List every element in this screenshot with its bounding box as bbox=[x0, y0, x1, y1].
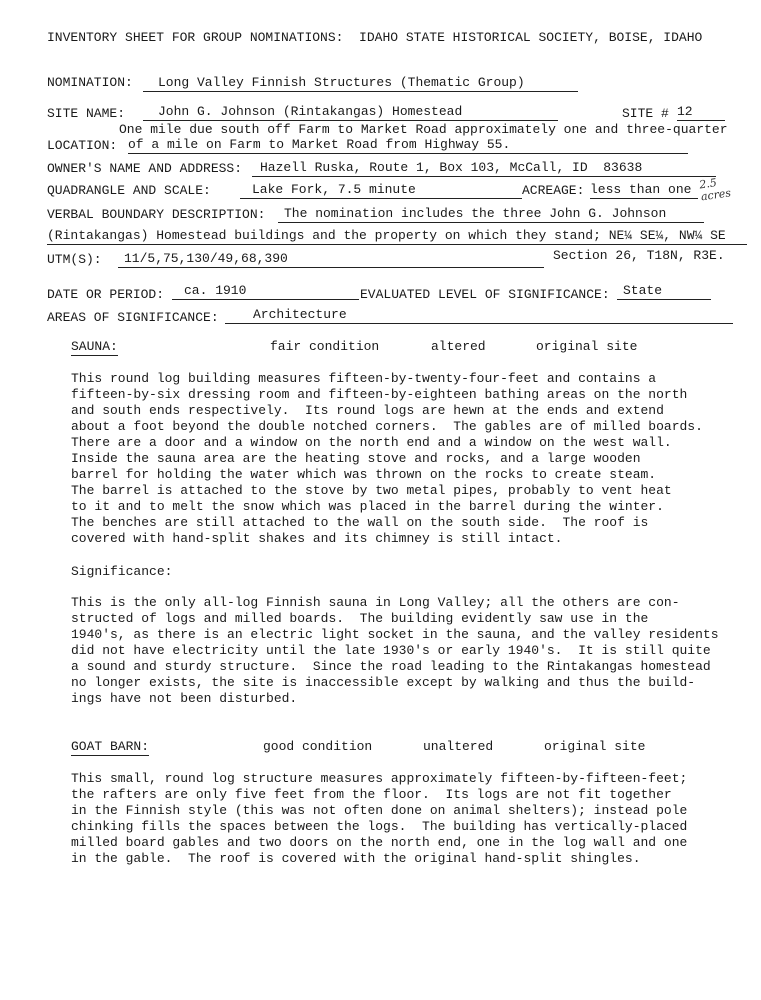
boundary-line-1: The nomination includes the three John G. Johnson bbox=[278, 206, 704, 223]
location-value: of a mile on Farm to Market Road from Highway 55. bbox=[128, 137, 688, 154]
sheet-title: INVENTORY SHEET FOR GROUP NOMINATIONS: IDAHO STATE HISTORICAL SOCIETY, BOISE, IDAHO bbox=[47, 30, 703, 45]
nomination-label: NOMINATION: bbox=[47, 75, 133, 90]
sauna-description: This round log building measures fifteen-by-twenty-four-feet and contains a fifteen-by-six dressing room and fifteen-by-eighteen bathing areas on the north and south ends respectively. Its round logs are hewn at the ends and extend about a foot beyond the double notched corners. The gables are of milled boards. There are a door and a window on the north end and a window on the west wall. Inside the sauna area are the heating stove and rocks, and a large wooden barrel for holding the water which was thrown on the rocks to create steam. The barrel is attached to the stove by two metal pipes, probably to vent heat to it and to melt the snow which was placed in the barrel during the winter. The benches are still attached to the wall on the south side. The roof is covered with hand-split shakes and its chimney is still intact. bbox=[71, 371, 703, 546]
goat-barn-alteration: unaltered bbox=[423, 739, 494, 754]
acreage-handwritten-note: 2.5 acres bbox=[698, 176, 732, 204]
owner-value: Hazell Ruska, Route 1, Box 103, McCall, ID 83638 bbox=[252, 160, 716, 177]
acreage-label: ACREAGE: bbox=[522, 183, 585, 198]
quadrangle-label: QUADRANGLE AND SCALE: bbox=[47, 183, 211, 198]
utm-value: 11/5,75,130/49,68,390 bbox=[118, 251, 544, 268]
sauna-significance: This is the only all-log Finnish sauna in Long Valley; all the others are con- structed of logs and milled boards. The building evidently saw use in the 1940's, as there is an electric light socket in the sauna, and the valley residents did not have electricity until the late 1930's or early 1940's. It is still quite a sound and sturdy structure. Since the road leading to the Rintakangas homestead no longer exists, the site is inaccessible except by walking and thus the build- ings have not been disturbed. bbox=[71, 595, 719, 706]
date-value: ca. 1910 bbox=[172, 283, 359, 300]
goat-barn-description: This small, round log structure measures approximately fifteen-by-fifteen-feet; the rafters are only five feet from the floor. Its logs are not fit together in the Finnish style (this was not often done on animal shelters); instead pole chinking fills the spaces between the logs. The building has vertically-placed milled board gables and two doors on the north end, one in the log wall and one in the gable. The roof is covered with the original hand-split shingles. bbox=[71, 771, 688, 866]
areas-value: Architecture bbox=[225, 307, 733, 324]
site-name-value: John G. Johnson (Rintakangas) Homestead bbox=[143, 104, 558, 121]
sauna-alteration: altered bbox=[431, 339, 486, 354]
location-line-1: One mile due south off Farm to Market Road approximately one and three-quarter bbox=[119, 122, 728, 137]
site-name-label: SITE NAME: bbox=[47, 106, 126, 121]
section-value: Section 26, T18N, R3E. bbox=[553, 248, 725, 263]
sauna-significance-heading: Significance: bbox=[71, 564, 173, 579]
quadrangle-value: Lake Fork, 7.5 minute bbox=[240, 182, 522, 199]
boundary-line-2: (Rintakangas) Homestead buildings and the property on which they stand; NE¼ SE¼, NW¼ SE bbox=[47, 228, 747, 245]
sauna-heading: SAUNA: bbox=[71, 339, 118, 354]
goat-barn-heading: GOAT BARN: bbox=[71, 739, 150, 754]
utm-label: UTM(S): bbox=[47, 252, 102, 267]
sauna-condition: fair condition bbox=[270, 339, 380, 354]
evaluated-label: EVALUATED LEVEL OF SIGNIFICANCE: bbox=[360, 287, 610, 302]
evaluated-value: State bbox=[617, 283, 711, 300]
date-label: DATE OR PERIOD: bbox=[47, 287, 165, 302]
site-number-value: 12 bbox=[677, 104, 725, 121]
location-label: LOCATION: bbox=[47, 138, 118, 153]
owner-label: OWNER'S NAME AND ADDRESS: bbox=[47, 161, 243, 176]
sauna-site: original site bbox=[536, 339, 638, 354]
nomination-value: Long Valley Finnish Structures (Thematic Group) bbox=[143, 75, 578, 92]
areas-label: AREAS OF SIGNIFICANCE: bbox=[47, 310, 219, 325]
goat-barn-site: original site bbox=[544, 739, 646, 754]
acreage-value: less than one bbox=[590, 182, 698, 199]
boundary-label: VERBAL BOUNDARY DESCRIPTION: bbox=[47, 207, 266, 222]
goat-barn-condition: good condition bbox=[263, 739, 373, 754]
site-number-label: SITE # bbox=[622, 106, 669, 121]
